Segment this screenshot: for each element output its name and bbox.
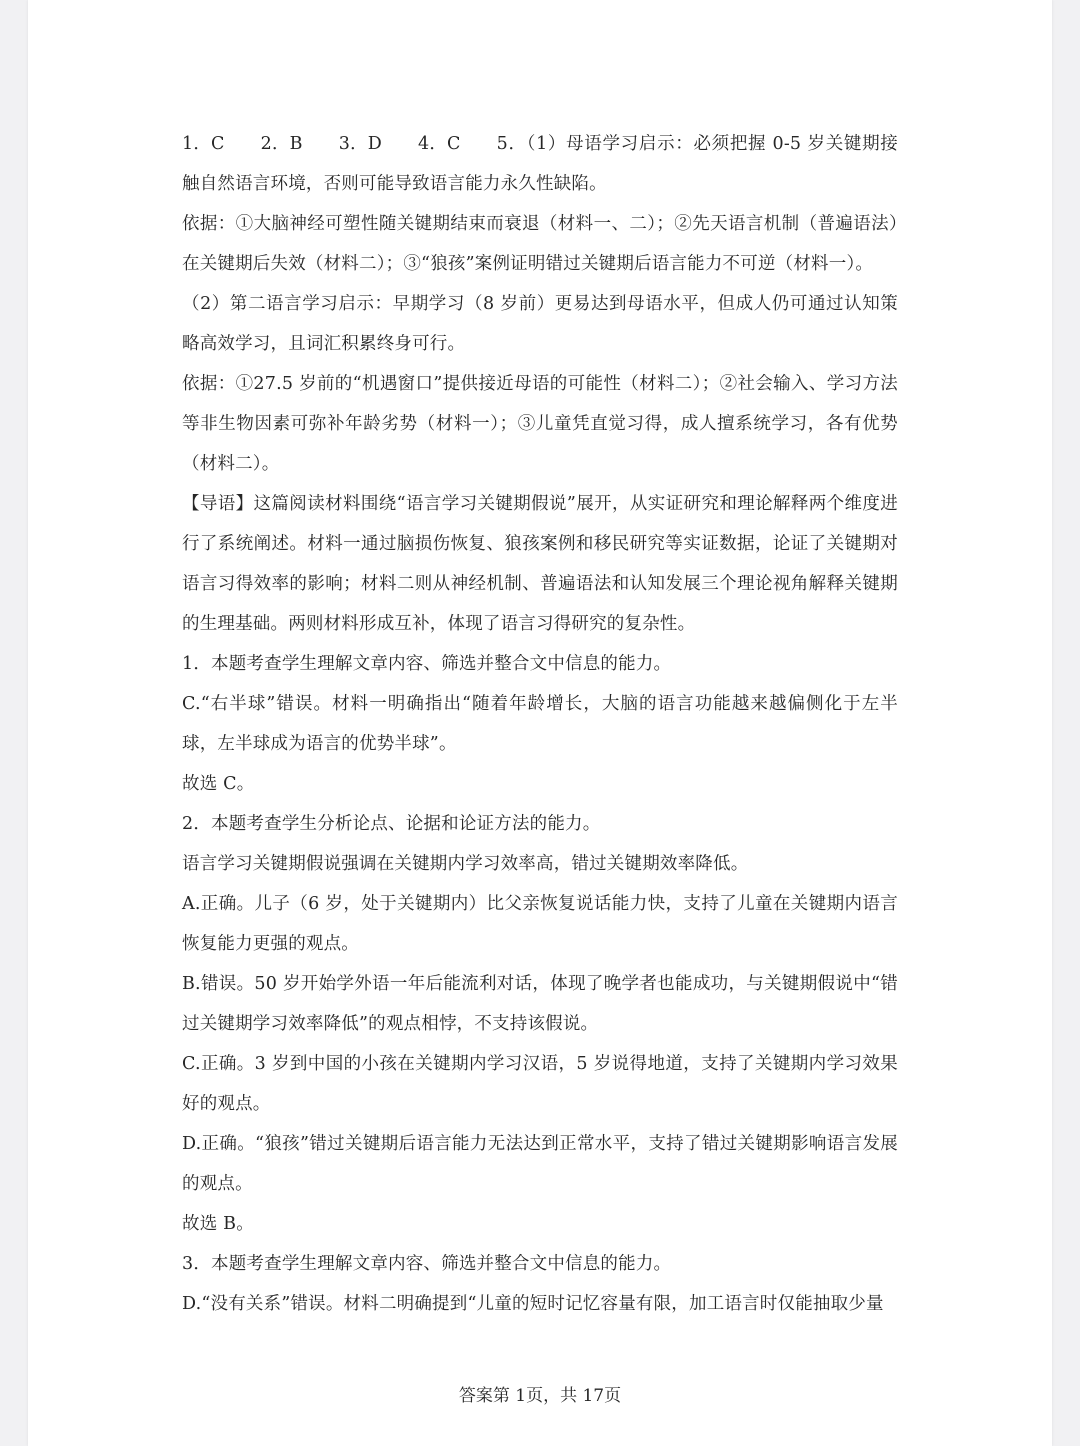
paragraph-q2-choice: 故选 B。 xyxy=(182,1214,254,1234)
paragraph-q1-choice: 故选 C。 xyxy=(182,774,255,794)
paragraph-q2-option-b: B.错误。50 岁开始学外语一年后能流利对话，体现了晚学者也能成功，与关键期假说中“错过关键期学习效率降低”的观点相悖，不支持该假说。 xyxy=(182,974,898,1034)
answer-2: 2．B xyxy=(260,134,303,154)
answer-4: 4．C xyxy=(418,134,461,154)
paragraph-q2-heading: 2．本题考查学生分析论点、论据和论证方法的能力。 xyxy=(182,814,601,834)
paragraph-q2-option-d: D.正确。“狼孩”错过关键期后语言能力无法达到正常水平，支持了错过关键期影响语言发展的观点。 xyxy=(182,1134,898,1194)
paragraph-q1-heading: 1．本题考查学生理解文章内容、筛选并整合文中信息的能力。 xyxy=(182,654,672,674)
paragraph-q1-option-c: C.“右半球”错误。材料一明确指出“随着年龄增长，大脑的语言功能越来越偏侧化于左半球，左半球成为语言的优势半球”。 xyxy=(182,694,898,754)
answer-5-part-1: 5．（1）母语学习启示：必须把握 0-5 岁关键期接触自然语言环境，否则可能导致语言能力永久性缺陷。 xyxy=(182,134,898,194)
paragraph-basis-1: 依据：①大脑神经可塑性随关键期结束而衰退（材料一、二）；②先天语言机制（普遍语法）在关键期后失效（材料二）；③“狼孩”案例证明错过关键期后语言能力不可逆（材料一）。 xyxy=(182,214,898,274)
document-page xyxy=(28,0,1052,1446)
paragraph-intro: 【导语】这篇阅读材料围绕“语言学习关键期假说”展开，从实证研究和理论解释两个维度进行了系统阐述。材料一通过脑损伤恢复、狼孩案例和移民研究等实证数据，论证了关键期对语言习得效率的影响；材料二则从神经机制、普遍语法和认知发展三个理论视角解释关键期的生理基础。两则材料形成互补，体现了语言习得研究的复杂性。 xyxy=(182,494,898,634)
paragraph-answer-5-part-2: （2）第二语言学习启示：早期学习（8 岁前）更易达到母语水平，但成人仍可通过认知策略高效学习，且词汇积累终身可行。 xyxy=(182,294,898,354)
answer-key-line xyxy=(182,124,898,204)
paragraph-basis-2: 依据：①27.5 岁前的“机遇窗口”提供接近母语的可能性（材料二）；②社会输入、学习方法等非生物因素可弥补年龄劣势（材料一）；③儿童凭直觉习得，成人擅系统学习，各有优势（材料二）。 xyxy=(182,374,898,474)
paragraph-q2-option-a: A.正确。儿子（6 岁，处于关键期内）比父亲恢复说话能力快，支持了儿童在关键期内语言恢复能力更强的观点。 xyxy=(182,894,898,954)
page-footer: 答案第 1页，共 17页 xyxy=(458,1386,622,1406)
paragraph-q3-option-d: D.“没有关系”错误。材料二明确提到“儿童的短时记忆容量有限，加工语言时仅能抽取少量 xyxy=(182,1294,884,1314)
answer-3: 3．D xyxy=(338,134,382,154)
paragraph-q2-summary: 语言学习关键期假说强调在关键期内学习效率高，错过关键期效率降低。 xyxy=(182,854,749,874)
paragraph-q3-heading: 3．本题考查学生理解文章内容、筛选并整合文中信息的能力。 xyxy=(182,1254,672,1274)
answer-1: 1．C xyxy=(182,134,225,154)
answer-content xyxy=(182,124,898,1324)
paragraph-q2-option-c: C.正确。3 岁到中国的小孩在关键期内学习汉语，5 岁说得地道，支持了关键期内学习效果好的观点。 xyxy=(182,1054,898,1114)
